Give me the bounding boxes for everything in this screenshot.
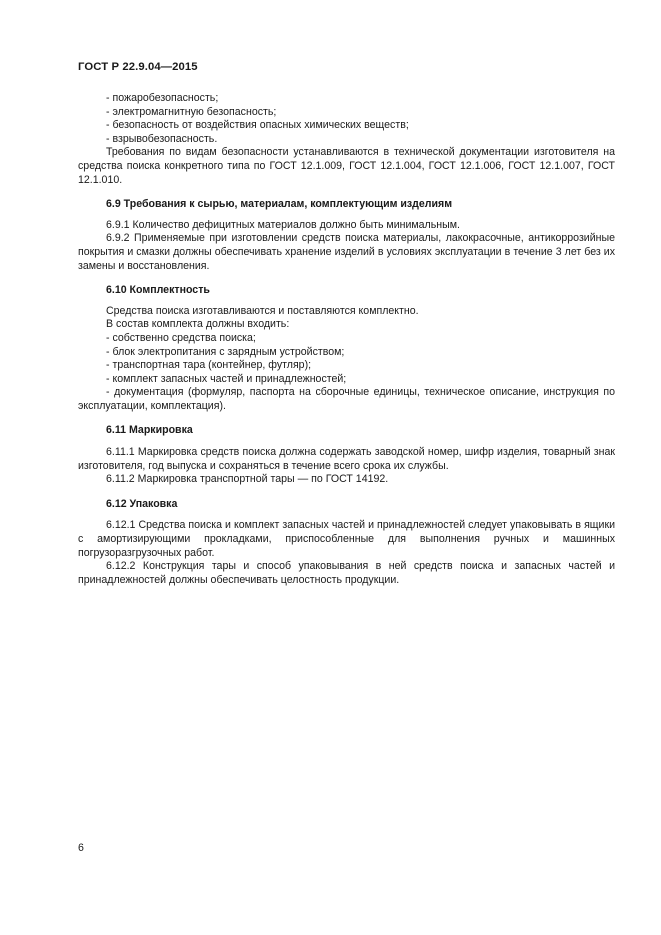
paragraph-6-9-1: 6.9.1 Количество дефицитных материалов должно быть минимальным. (106, 218, 460, 231)
document-body (78, 92, 615, 587)
safety-requirements-paragraph: Требования по видам безопасности устанавливаются в технической документации изготовителя на средства поиска конкретного типа по ГОСТ 12.1.009, ГОСТ 12.1.004, ГОСТ 12.1.006, ГОСТ 12.1.007, ГОСТ 12.1.010. (78, 146, 615, 186)
list-item: - собственно средства поиска; (106, 331, 256, 344)
section-heading-6-10: 6.10 Комплектность (106, 284, 210, 297)
section-heading-6-9: 6.9 Требования к сырью, материалам, комплектующим изделиям (106, 198, 453, 211)
section-heading-6-12: 6.12 Упаковка (106, 497, 178, 510)
paragraph-6-12-1: 6.12.1 Средства поиска и комплект запасных частей и принадлежностей следует упаковывать в ящики с амортизирующими прокладками, приспособленные для выполнения ручных и машинных погрузоразгрузочных работ. (78, 519, 615, 559)
list-item: - безопасность от воздействия опасных химических веществ; (106, 119, 409, 132)
paragraph-6-12-2: 6.12.2 Конструкция тары и способ упаковывания в ней средств поиска и запасных частей и принадлежностей должны обеспечивать целостность продукции. (78, 560, 615, 586)
paragraph-6-10-delivery: Средства поиска изготавливаются и поставляются комплектно. (106, 304, 419, 317)
paragraph-6-11-2: 6.11.2 Маркировка транспортной тары — по ГОСТ 14192. (106, 473, 389, 486)
list-item: - взрывобезопасность. (106, 132, 218, 145)
page-number: 6 (78, 842, 84, 854)
list-item: - транспортная тара (контейнер, футляр); (106, 359, 312, 372)
list-item: - электромагнитную безопасность; (106, 105, 277, 118)
list-item: - комплект запасных частей и принадлежностей; (106, 372, 347, 385)
list-item: - пожаробезопасность; (106, 92, 219, 104)
list-item: - документация (формуляр, паспорта на сборочные единицы, техническое описание, инструкция по эксплуатации, комплектация). (78, 386, 615, 412)
paragraph-6-10-kit: В состав комплекта должны входить: (106, 318, 290, 331)
paragraph-6-9-2: 6.9.2 Применяемые при изготовлении средств поиска материалы, лакокрасочные, антикоррозийные покрытия и смазки должны обеспечивать хранение изделий в условиях эксплуатации в течение 3 лет без их замены и восстановления. (78, 232, 615, 272)
document-code-header: ГОСТ Р 22.9.04—2015 (78, 61, 198, 73)
section-heading-6-11: 6.11 Маркировка (106, 424, 193, 437)
list-item: - блок электропитания с зарядным устройством; (106, 345, 345, 358)
paragraph-6-11-1: 6.11.1 Маркировка средств поиска должна содержать заводской номер, шифр изделия, товарный знак изготовителя, год выпуска и сохраняться в течение всего срока их службы. (78, 446, 615, 472)
